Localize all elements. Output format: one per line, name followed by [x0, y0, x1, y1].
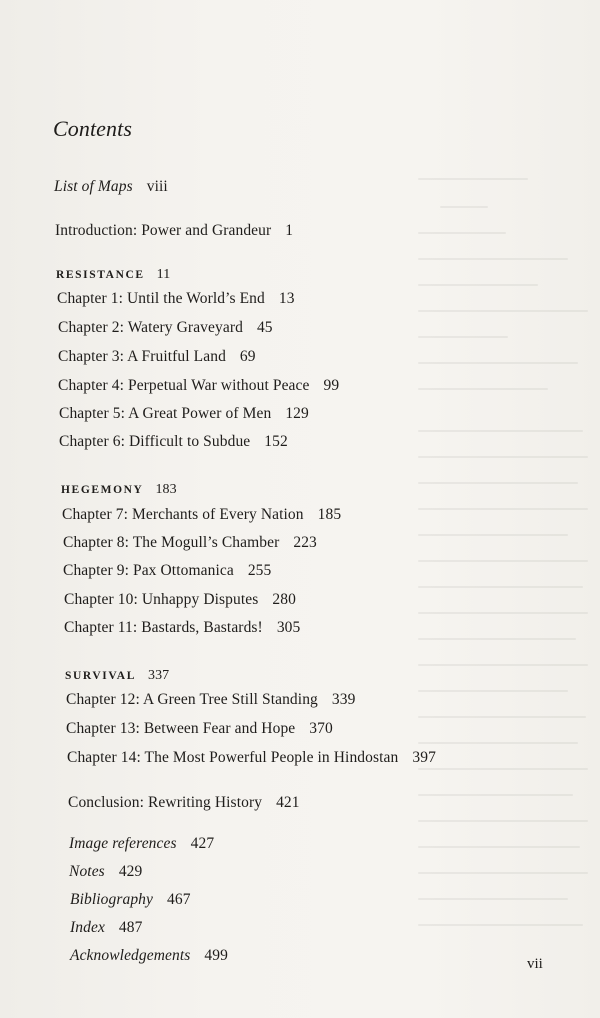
part-heading-label: SURVIVAL [65, 670, 136, 682]
toc-entry-label: Chapter 7: Merchants of Every Nation [62, 506, 304, 523]
part-heading-resistance[interactable] [56, 265, 170, 283]
toc-entry-chapter-8[interactable] [63, 534, 317, 552]
toc-entry-chapter-3[interactable] [58, 348, 256, 366]
toc-entry-label: Notes [69, 863, 105, 880]
toc-entry-page: 99 [323, 377, 340, 394]
toc-entry-label: Chapter 6: Difficult to Subdue [59, 433, 251, 450]
part-heading-survival[interactable] [65, 666, 169, 684]
toc-entry-page: 305 [276, 619, 301, 636]
toc-entry-bibliography[interactable] [70, 891, 191, 909]
toc-entry-page: 499 [204, 947, 228, 964]
toc-entry-label: Chapter 11: Bastards, Bastards! [64, 619, 263, 636]
toc-entry-chapter-14[interactable] [67, 749, 436, 767]
toc-entry-label: Chapter 8: The Mogull’s Chamber [63, 534, 280, 551]
toc-entry-page: 185 [317, 506, 342, 523]
toc-entry-label: Chapter 14: The Most Powerful People in Hindostan [67, 749, 399, 766]
toc-entry-label: Conclusion: Rewriting History [68, 794, 263, 811]
toc-entry-label: Chapter 12: A Green Tree Still Standing [66, 691, 318, 708]
part-heading-page: 183 [155, 482, 177, 497]
toc-entry-label: Chapter 4: Perpetual War without Peace [58, 377, 310, 394]
toc-entry-label: Chapter 10: Unhappy Disputes [64, 591, 259, 608]
toc-entry-label: Chapter 1: Until the World’s End [57, 290, 265, 307]
toc-entry-page: 370 [309, 720, 333, 737]
toc-entry-chapter-9[interactable] [63, 562, 271, 580]
toc-entry-label: Chapter 9: Pax Ottomanica [63, 562, 234, 579]
toc-entry-page: 152 [264, 433, 288, 450]
toc-entry-label: Chapter 3: A Fruitful Land [58, 348, 226, 365]
toc-entry-page: 421 [276, 794, 300, 811]
part-heading-page: 337 [147, 668, 170, 683]
page-folio: vii [527, 956, 543, 972]
toc-entry-page: 69 [239, 348, 256, 365]
toc-entry-page: 255 [247, 562, 272, 579]
part-heading-page: 11 [156, 267, 171, 282]
toc-entry-label: Introduction: Power and Grandeur [55, 222, 272, 239]
toc-entry-chapter-1[interactable] [57, 290, 295, 308]
toc-entry-page: 45 [256, 319, 273, 336]
toc-entry-label: Acknowledgements [70, 947, 191, 964]
toc-entry-page: 223 [293, 534, 317, 551]
toc-entry-image-references[interactable] [69, 835, 214, 853]
toc-entry-chapter-5[interactable] [59, 405, 309, 423]
toc-entry-page: viii [146, 178, 168, 195]
toc-entry-page: 487 [118, 919, 143, 936]
toc-entry-page: 280 [272, 591, 296, 608]
toc-entry-label: Bibliography [70, 891, 153, 908]
toc-entry-acknowledgements[interactable] [70, 947, 228, 965]
toc-entry-notes[interactable] [69, 863, 142, 881]
toc-entry-label: Chapter 13: Between Fear and Hope [66, 720, 296, 737]
toc-entry-label: Index [70, 919, 105, 936]
toc-entry-chapter-12[interactable] [66, 691, 355, 709]
toc-entry-chapter-11[interactable] [64, 619, 300, 637]
toc-entry-label: Image references [69, 835, 177, 852]
toc-entry-page: 467 [167, 891, 191, 908]
toc-entry-chapter-4[interactable] [58, 377, 339, 395]
toc-entry-page: 13 [278, 290, 295, 307]
toc-entry-label: Chapter 5: A Great Power of Men [59, 405, 272, 422]
toc-entry-list-of-maps[interactable] [54, 178, 168, 196]
toc-entry-chapter-10[interactable] [64, 591, 296, 609]
toc-entry-chapter-6[interactable] [59, 433, 288, 451]
part-heading-label: RESISTANCE [56, 269, 145, 281]
toc-entry-label: Chapter 2: Watery Graveyard [58, 319, 243, 336]
toc-entry-introduction[interactable] [55, 222, 293, 240]
part-heading-label: HEGEMONY [61, 484, 144, 496]
part-heading-hegemony[interactable] [61, 480, 177, 498]
toc-entry-label: List of Maps [54, 178, 133, 195]
toc-entry-index[interactable] [70, 919, 142, 937]
toc-entry-page: 427 [190, 835, 215, 852]
page-title: Contents [53, 116, 133, 141]
toc-entry-chapter-13[interactable] [66, 720, 333, 738]
toc-entry-chapter-2[interactable] [58, 319, 273, 337]
toc-entry-conclusion[interactable] [68, 794, 300, 812]
toc-entry-page: 397 [412, 749, 436, 766]
toc-entry-page: 1 [285, 222, 294, 239]
toc-entry-page: 129 [285, 405, 309, 422]
toc-entry-chapter-7[interactable] [62, 506, 341, 524]
toc-entry-page: 429 [118, 863, 143, 880]
toc-entry-page: 339 [331, 691, 356, 708]
